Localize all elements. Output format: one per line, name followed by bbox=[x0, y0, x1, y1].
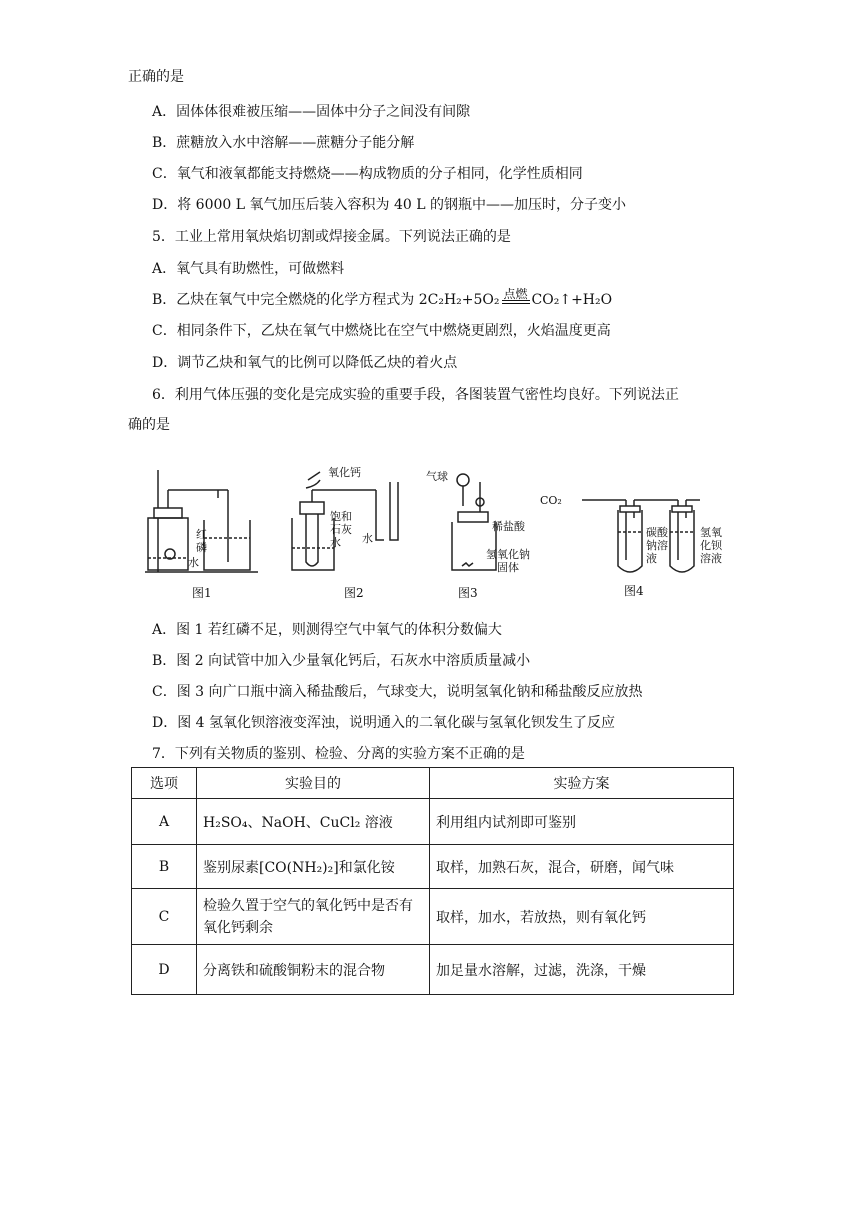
fig4-label-sodium-carbonate: 碳酸 钠溶 液 bbox=[646, 526, 668, 565]
row-plan: 取样，加熟石灰，混合，研磨，闻气味 bbox=[430, 845, 734, 889]
fig3-label-hydrochloric-acid: 稀盐酸 bbox=[492, 520, 525, 533]
q6-option-d: D．图 4 氢氧化钡溶液变浑浊，说明通入的二氧化碳与氢氧化钡发生了反应 bbox=[152, 715, 616, 731]
fig1-caption: 图1 bbox=[192, 586, 212, 600]
q5-option-d: D．调节乙炔和氧气的比例可以降低乙炔的着火点 bbox=[152, 355, 458, 371]
fig3-label-sodium-hydroxide: 氢氧化钠 固体 bbox=[486, 548, 530, 574]
row-option: C bbox=[132, 889, 197, 945]
q6-option-a: A．图 1 若红磷不足，则测得空气中氧气的体积分数偏大 bbox=[152, 622, 502, 638]
q6-stem-line2: 确的是 bbox=[128, 417, 170, 433]
header-plan: 实验方案 bbox=[430, 768, 734, 799]
row-purpose: 鉴别尿素[CO(NH₂)₂]和氯化铵 bbox=[197, 845, 430, 889]
q5-stem: 5．工业上常用氧炔焰切割或焊接金属。下列说法正确的是 bbox=[152, 229, 511, 245]
row-purpose: 分离铁和硫酸铜粉末的混合物 bbox=[197, 945, 430, 995]
row-plan: 利用组内试剂即可鉴别 bbox=[430, 799, 734, 845]
header-option: 选项 bbox=[132, 768, 197, 799]
fig1-label-red-phosphorus: 红 磷 bbox=[196, 528, 207, 554]
fig3-caption: 图3 bbox=[458, 586, 478, 600]
table-row bbox=[132, 799, 734, 845]
q5-option-a: A．氧气具有助燃性，可做燃料 bbox=[152, 261, 345, 277]
q6-option-c: C．图 3 向广口瓶中滴入稀盐酸后，气球变大，说明氢氧化钠和稀盐酸反应放热 bbox=[152, 684, 643, 700]
q7-table bbox=[131, 767, 734, 995]
q4-stem-tail: 正确的是 bbox=[128, 69, 184, 85]
fig4-caption: 图4 bbox=[624, 584, 644, 598]
table-header-row bbox=[132, 768, 734, 799]
reaction-condition: 点燃 bbox=[503, 287, 528, 301]
q5-option-b bbox=[152, 289, 612, 309]
fig1-label-water: 水 bbox=[188, 556, 199, 569]
row-plan: 加足量水溶解，过滤，洗涤，干燥 bbox=[430, 945, 734, 995]
fig4-label-barium-hydroxide: 氢氧 化钡 溶液 bbox=[700, 526, 722, 565]
q4-option-d: D．将 6000 L 氧气加压后装入容积为 40 L 的钢瓶中——加压时，分子变小 bbox=[152, 197, 626, 213]
fig2-label-water: 水 bbox=[362, 532, 373, 545]
fig2-label-limewater: 饱和 石灰 水 bbox=[330, 510, 352, 549]
q4-option-a: A．固体体很难被压缩——固体中分子之间没有间隙 bbox=[152, 104, 471, 120]
row-option: A bbox=[132, 799, 197, 845]
table-row bbox=[132, 945, 734, 995]
q4-option-c: C．氧气和液氧都能支持燃烧——构成物质的分子相同，化学性质相同 bbox=[152, 166, 583, 182]
row-option: D bbox=[132, 945, 197, 995]
q6-option-b: B．图 2 向试管中加入少量氧化钙后，石灰水中溶质质量减小 bbox=[152, 653, 531, 669]
q5-option-c: C．相同条件下，乙炔在氧气中燃烧比在空气中燃烧更剧烈，火焰温度更高 bbox=[152, 323, 611, 339]
q5-option-b-products: CO₂↑+H₂O bbox=[531, 292, 613, 308]
fig4-apparatus bbox=[582, 500, 700, 572]
row-purpose: 检验久置于空气的氧化钙中是否有氧化钙剩余 bbox=[197, 889, 430, 945]
row-plan: 取样，加水，若放热，则有氧化钙 bbox=[430, 889, 734, 945]
fig2-label-calcium-oxide: 氧化钙 bbox=[328, 466, 361, 479]
q6-stem-line1: 6．利用气体压强的变化是完成实验的重要手段，各图装置气密性均良好。下列说法正 bbox=[152, 387, 679, 403]
q7-stem: 7．下列有关物质的鉴别、检验、分离的实验方案不正确的是 bbox=[152, 746, 525, 762]
fig4-label-co2: CO₂ bbox=[540, 494, 562, 507]
fig2-caption: 图2 bbox=[344, 586, 364, 600]
q5-option-b-text: B．乙炔在氧气中完全燃烧的化学方程式为 2C₂H₂+5O₂ bbox=[152, 292, 500, 308]
table-row bbox=[132, 889, 734, 945]
apparatus-figures bbox=[140, 462, 740, 610]
q4-option-b: B．蔗糖放入水中溶解——蔗糖分子能分解 bbox=[152, 135, 415, 151]
fig3-label-balloon: 气球 bbox=[426, 470, 448, 483]
header-purpose: 实验目的 bbox=[197, 768, 430, 799]
row-option: B bbox=[132, 845, 197, 889]
table-row bbox=[132, 845, 734, 889]
row-purpose: H₂SO₄、NaOH、CuCl₂ 溶液 bbox=[197, 799, 430, 845]
fig1-apparatus bbox=[145, 470, 258, 572]
reaction-arrow bbox=[500, 287, 532, 309]
